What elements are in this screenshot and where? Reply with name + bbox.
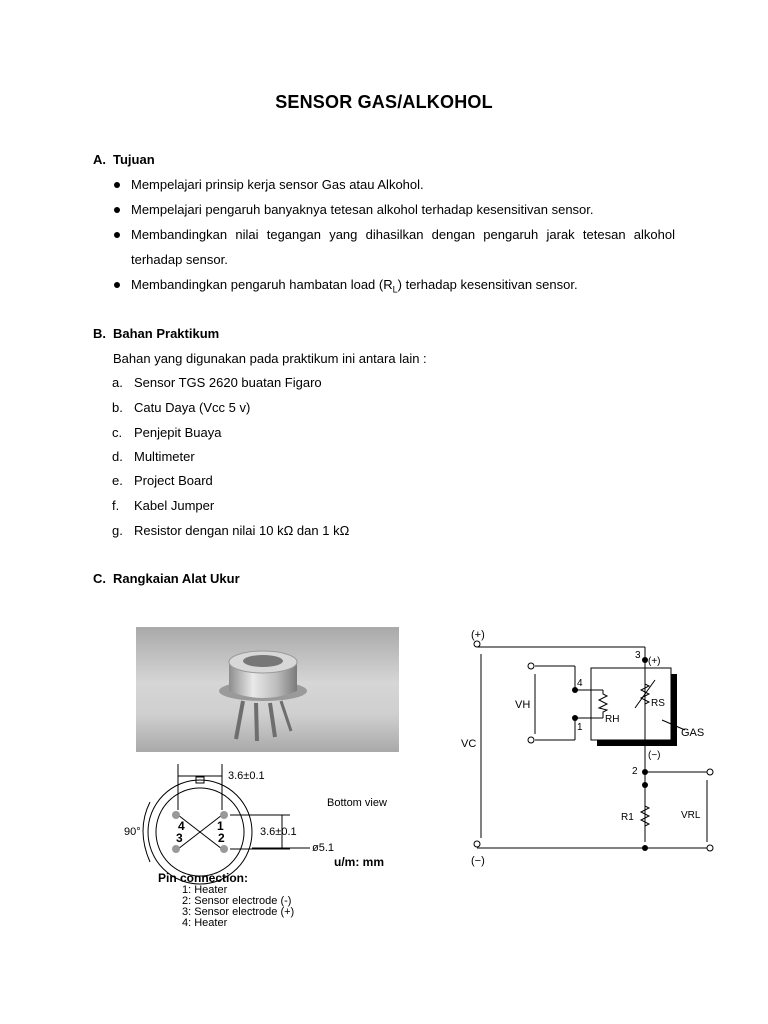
pin-pad <box>172 811 180 819</box>
junction-dot <box>642 769 648 775</box>
pin-connection-item: 2: Sensor electrode (-) <box>182 895 292 907</box>
pin-label: 3 <box>176 831 183 845</box>
junctions <box>572 657 648 851</box>
material-item <box>112 473 213 488</box>
terminal <box>707 845 713 851</box>
bullet-icon <box>114 182 120 188</box>
diameter-label: ø5.1 <box>312 842 335 854</box>
node-label: 2 <box>632 766 638 777</box>
minus-label: (−) <box>471 855 485 867</box>
material-key: a. <box>112 375 123 390</box>
objective-text-part: Membandingkan pengaruh hambatan load (R <box>131 277 393 292</box>
objective-item <box>131 277 578 298</box>
objective-item: Mempelajari pengaruh banyaknya tetesan alkohol terhadap kesensitivan sensor. <box>131 202 594 217</box>
material-text: Sensor TGS 2620 buatan Figaro <box>134 375 322 390</box>
sensor-pin <box>236 701 243 739</box>
material-key: d. <box>112 449 123 464</box>
material-text: Penjepit Buaya <box>134 425 222 440</box>
pin-connection-item: 1: Heater <box>182 884 228 896</box>
objective-item-continuation: terhadap sensor. <box>131 252 228 267</box>
terminal <box>528 737 534 743</box>
pin-connection-item: 4: Heater <box>182 917 228 929</box>
objective-item: Mempelajari prinsip kerja sensor Gas atau Alkohol. <box>131 177 424 192</box>
section-b-heading <box>93 326 219 341</box>
material-item <box>112 425 221 440</box>
angle-label: 90° <box>124 826 141 838</box>
material-text: Kabel Jumper <box>134 498 215 513</box>
material-text: Resistor dengan nilai 10 kΩ dan 1 kΩ <box>134 523 350 538</box>
units-label: u/m: mm <box>334 855 385 869</box>
rs-resistor <box>641 668 649 740</box>
terminal <box>528 663 534 669</box>
pin-pad <box>220 845 228 853</box>
terminal <box>474 841 480 847</box>
pin-label: 1 <box>217 819 224 833</box>
sensor-pin <box>270 703 275 737</box>
material-text: Catu Daya (Vcc 5 v) <box>134 400 251 415</box>
circuit-diagram <box>455 622 725 867</box>
node-label: (+) <box>648 656 661 667</box>
dim-top-label: 3.6±0.1 <box>228 770 265 782</box>
pin-pad <box>220 811 228 819</box>
sensor-box-shadow <box>671 674 677 746</box>
pin-pad <box>172 845 180 853</box>
sensor-pin <box>256 703 257 741</box>
material-key: f. <box>112 498 120 513</box>
node-label: 4 <box>577 678 583 689</box>
node-label: 1 <box>577 722 583 733</box>
rs-label: RS <box>651 698 665 709</box>
pin-connection-item: 3: Sensor electrode (+) <box>182 906 295 918</box>
objective-text-part: ) terhadap kesensitivan sensor. <box>397 277 578 292</box>
vh-label: VH <box>515 699 531 711</box>
vrl-label: VRL <box>681 810 701 821</box>
pin-label: 4 <box>178 819 185 833</box>
vc-label: VC <box>461 738 477 750</box>
section-c-heading <box>93 571 240 586</box>
material-text: Multimeter <box>134 449 195 464</box>
node-label: (−) <box>648 750 661 761</box>
bottom-view-label: Bottom view <box>327 797 387 809</box>
section-a-label: A. <box>93 152 106 167</box>
material-key: e. <box>112 473 123 488</box>
material-item <box>112 449 195 464</box>
material-item <box>112 523 349 538</box>
bullet-icon <box>114 282 120 288</box>
material-item <box>112 400 250 415</box>
plus-label: (+) <box>471 629 485 641</box>
section-c-label: C. <box>93 571 106 586</box>
pin-label: 2 <box>218 831 225 845</box>
sensor-photo <box>136 627 399 752</box>
sensor-box-shadow <box>597 740 677 746</box>
junction-dot <box>642 782 648 788</box>
angle-arc <box>143 802 150 862</box>
sensor-mesh <box>243 655 283 667</box>
r1-label: R1 <box>621 812 634 823</box>
section-b-title: Bahan Praktikum <box>113 326 220 341</box>
gas-label: GAS <box>681 727 705 739</box>
section-c-title: Rangkaian Alat Ukur <box>113 571 240 586</box>
material-text: Project Board <box>134 473 213 488</box>
terminal <box>474 641 480 647</box>
material-item <box>112 375 322 390</box>
pin-connection-title: Pin connection: <box>158 871 248 885</box>
material-key: c. <box>112 425 123 440</box>
material-key: g. <box>112 523 123 538</box>
section-a-title: Tujuan <box>113 152 155 167</box>
material-key: b. <box>112 400 123 415</box>
sensor-illustration <box>136 627 399 752</box>
material-item <box>112 498 214 513</box>
bullet-icon <box>114 207 120 213</box>
bullet-icon <box>114 232 120 238</box>
pin-diagram <box>110 760 410 935</box>
rh-label: RH <box>605 714 620 725</box>
terminal <box>707 769 713 775</box>
node-label: 3 <box>635 650 641 661</box>
junction-dot <box>572 715 578 721</box>
sensor-pin <box>281 701 291 731</box>
subscript-l: L <box>392 284 398 295</box>
dim-side-label: 3.6±0.1 <box>260 826 297 838</box>
section-b-label: B. <box>93 326 106 341</box>
page-title: SENSOR GAS/ALKOHOL <box>275 92 493 112</box>
junction-dot <box>642 845 648 851</box>
section-a-heading <box>93 152 155 167</box>
materials-intro: Bahan yang digunakan pada praktikum ini antara lain : <box>113 351 427 366</box>
objective-item: Membandingkan nilai tegangan yang dihasilkan dengan pengaruh jarak tetesan alkohol <box>131 227 675 242</box>
